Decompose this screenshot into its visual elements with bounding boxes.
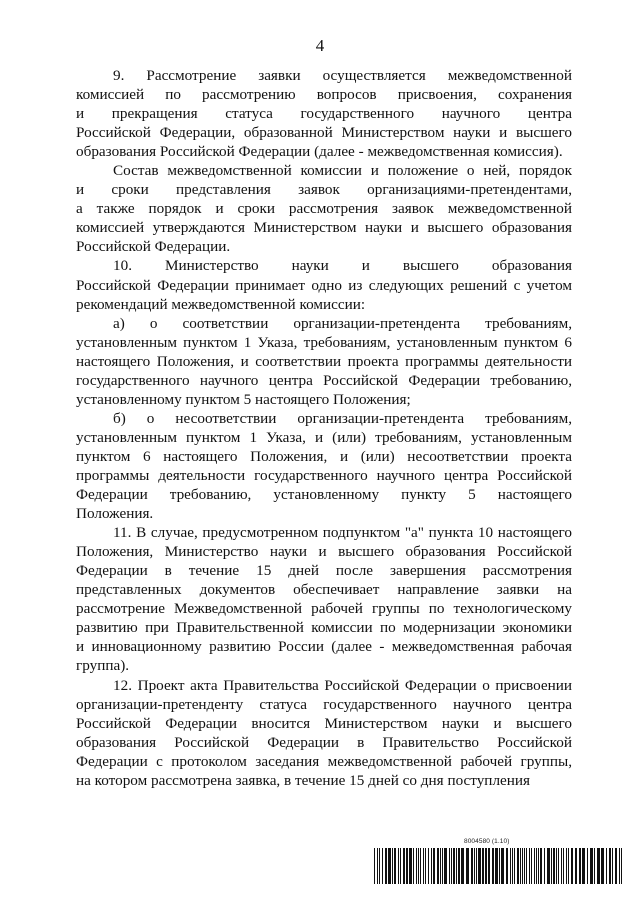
text-line: установленным пунктом 1 Указа, требованиям, установленным пунктом 6 [76,333,572,351]
text-line: комиссией по рассмотрению вопросов присвоения, сохранения [76,86,572,104]
text-line: Российской Федерации вносится Министерством науки и высшего [76,714,572,732]
text-line: а также порядок и сроки рассмотрения заявок межведомственной [76,200,572,218]
text-line: Положения, Министерство науки и высшего образования Российской [76,543,572,561]
paragraph-p10b [76,409,572,523]
text-line: Федерации с протоколом заседания межведомственной рабочей группы, [76,752,572,770]
text-line: на котором рассмотрена заявка, в течение 15 дней со дня поступления [76,771,530,789]
text-line: 11. В случае, предусмотренном подпунктом "а" пункта 10 настоящего [113,524,572,542]
paragraph-p10a [76,314,572,409]
text-line: Федерации требованию, установленному пункту 5 настоящего [76,486,572,504]
paragraph-p9 [76,66,572,161]
text-line: а) о соответствии организации-претендента требованиям, [113,314,572,332]
text-line: образования Российской Федерации (далее - межведомственная комиссия). [76,143,563,161]
text-line: настоящего Положения, и соответствии проекта программы деятельности [76,352,572,370]
text-line: Положения. [76,505,154,523]
text-line: установленному пунктом 5 настоящего Положения; [76,390,411,408]
text-line: и прекращения статуса государственного научного центра [76,105,572,123]
document-body [76,66,572,790]
text-line: 12. Проект акта Правительства Российской Федерации о присвоении [113,676,572,694]
paragraph-p11 [76,523,572,675]
text-line: пунктом 6 настоящего Положения, и (или) несоответствии проекта [76,447,572,465]
page-number: 4 [315,36,325,55]
text-line: рассмотрение Межведомственной рабочей группы по технологическому [76,600,572,618]
text-line: представленных документов обеспечивает направление заявки на [76,581,572,599]
text-line: развитию при Правительственной комиссии по модернизации экономики [76,619,572,637]
text-line: рекомендаций межведомственной комиссии: [76,295,366,313]
paragraph-p12 [76,676,572,790]
text-line: комиссией утверждаются Министерством науки и высшего образования [76,219,572,237]
text-line: организации-претенденту статуса государственного научного центра [76,695,572,713]
document-code: 8004580 (1.10) [464,838,510,845]
text-line: Состав межведомственной комиссии и положение о ней, порядок [113,162,572,180]
text-line: 10. Министерство науки и высшего образования [113,257,572,275]
text-line: Российской Федерации. [76,238,231,256]
text-line: программы деятельности государственного научного центра Российской [76,466,572,484]
text-line: и сроки представления заявок организациями-претендентами, [76,181,572,199]
text-line: государственного научного центра Российской Федерации требованию, [76,371,572,389]
text-line: 9. Рассмотрение заявки осуществляется межведомственной [113,67,572,84]
text-line: образования Российской Федерации в Правительство Российской [76,733,572,751]
barcode-icon [372,848,626,888]
paragraph-p9b [76,161,572,256]
text-line: б) о несоответствии организации-претендента требованиям, [113,409,572,427]
text-line: Федерации в течение 15 дней после завершения рассмотрения [76,562,572,580]
text-line: группа). [76,657,130,675]
paragraph-p10 [76,256,572,313]
text-line: Российской Федерации принимает одно из следующих решений с учетом [76,276,572,294]
text-line: Российской Федерации, образованной Министерством науки и высшего [76,124,572,142]
page-footer [372,838,626,890]
text-line: и инновационному развитию России (далее - межведомственная рабочая [76,638,572,656]
text-line: установленным пунктом 1 Указа, и (или) требованиям, установленным [76,428,572,446]
